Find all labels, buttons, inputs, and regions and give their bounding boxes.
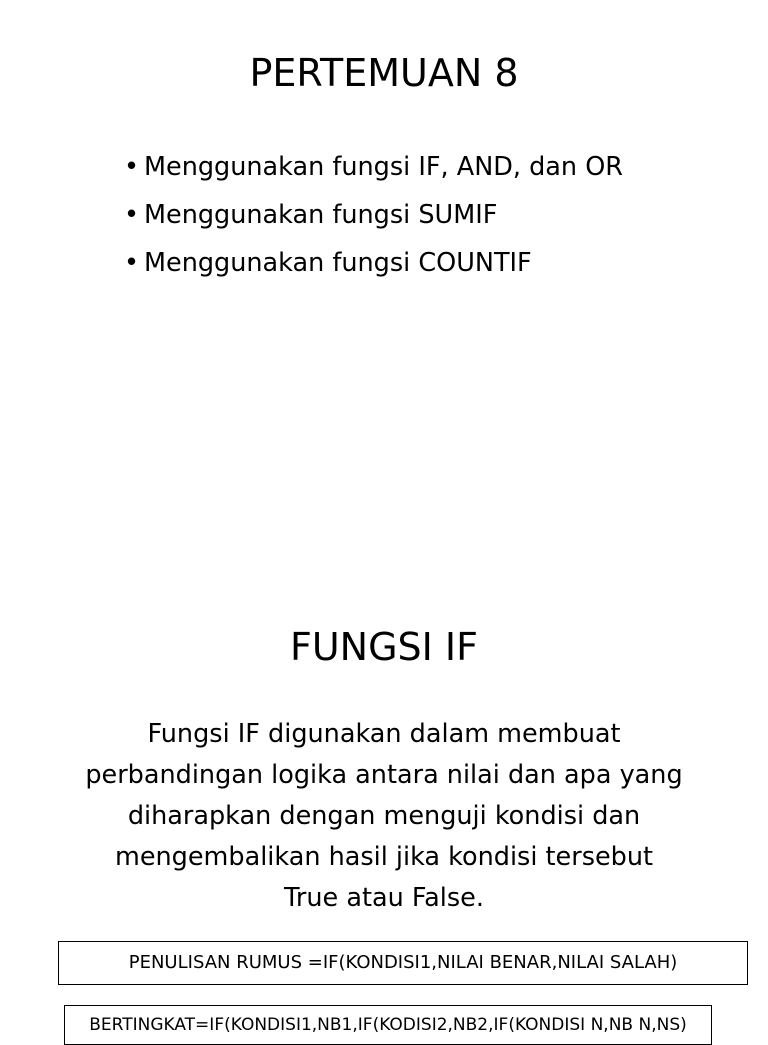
bullet-icon: •	[124, 200, 140, 230]
slide-title: FUNGSI IF	[289, 625, 478, 669]
paragraph-line: True atau False.	[284, 883, 484, 913]
list-item	[124, 191, 623, 239]
paragraph-line: Fungsi IF digunakan dalam membuat	[147, 719, 621, 749]
nested-formula-box: BERTINGKAT=IF(KONDISI1,NB1,IF(KODISI2,NB2,IF(KONDISI N,NB N,NS)	[64, 1005, 712, 1045]
bullet-icon: •	[124, 152, 140, 182]
list-item	[124, 239, 623, 287]
description-paragraph	[60, 714, 708, 919]
paragraph-line: perbandingan logika antara nilai dan apa yang	[85, 760, 683, 790]
list-item-text: Menggunakan fungsi SUMIF	[144, 200, 498, 230]
formula-box: PENULISAN RUMUS =IF(KONDISI1,NILAI BENAR,NILAI SALAH)	[58, 941, 748, 985]
list-item-text: Menggunakan fungsi COUNTIF	[144, 248, 532, 278]
paragraph-line: mengembalikan hasil jika kondisi tersebut	[114, 842, 654, 872]
paragraph-line: diharapkan dengan menguji kondisi dan	[127, 801, 641, 831]
bullet-icon: •	[124, 248, 140, 278]
slide-title: PERTEMUAN 8	[249, 51, 519, 95]
topic-list	[124, 143, 623, 287]
slide-fungsi-if	[0, 548, 768, 1035]
list-item	[124, 143, 623, 191]
list-item-text: Menggunakan fungsi IF, AND, dan OR	[144, 152, 623, 182]
